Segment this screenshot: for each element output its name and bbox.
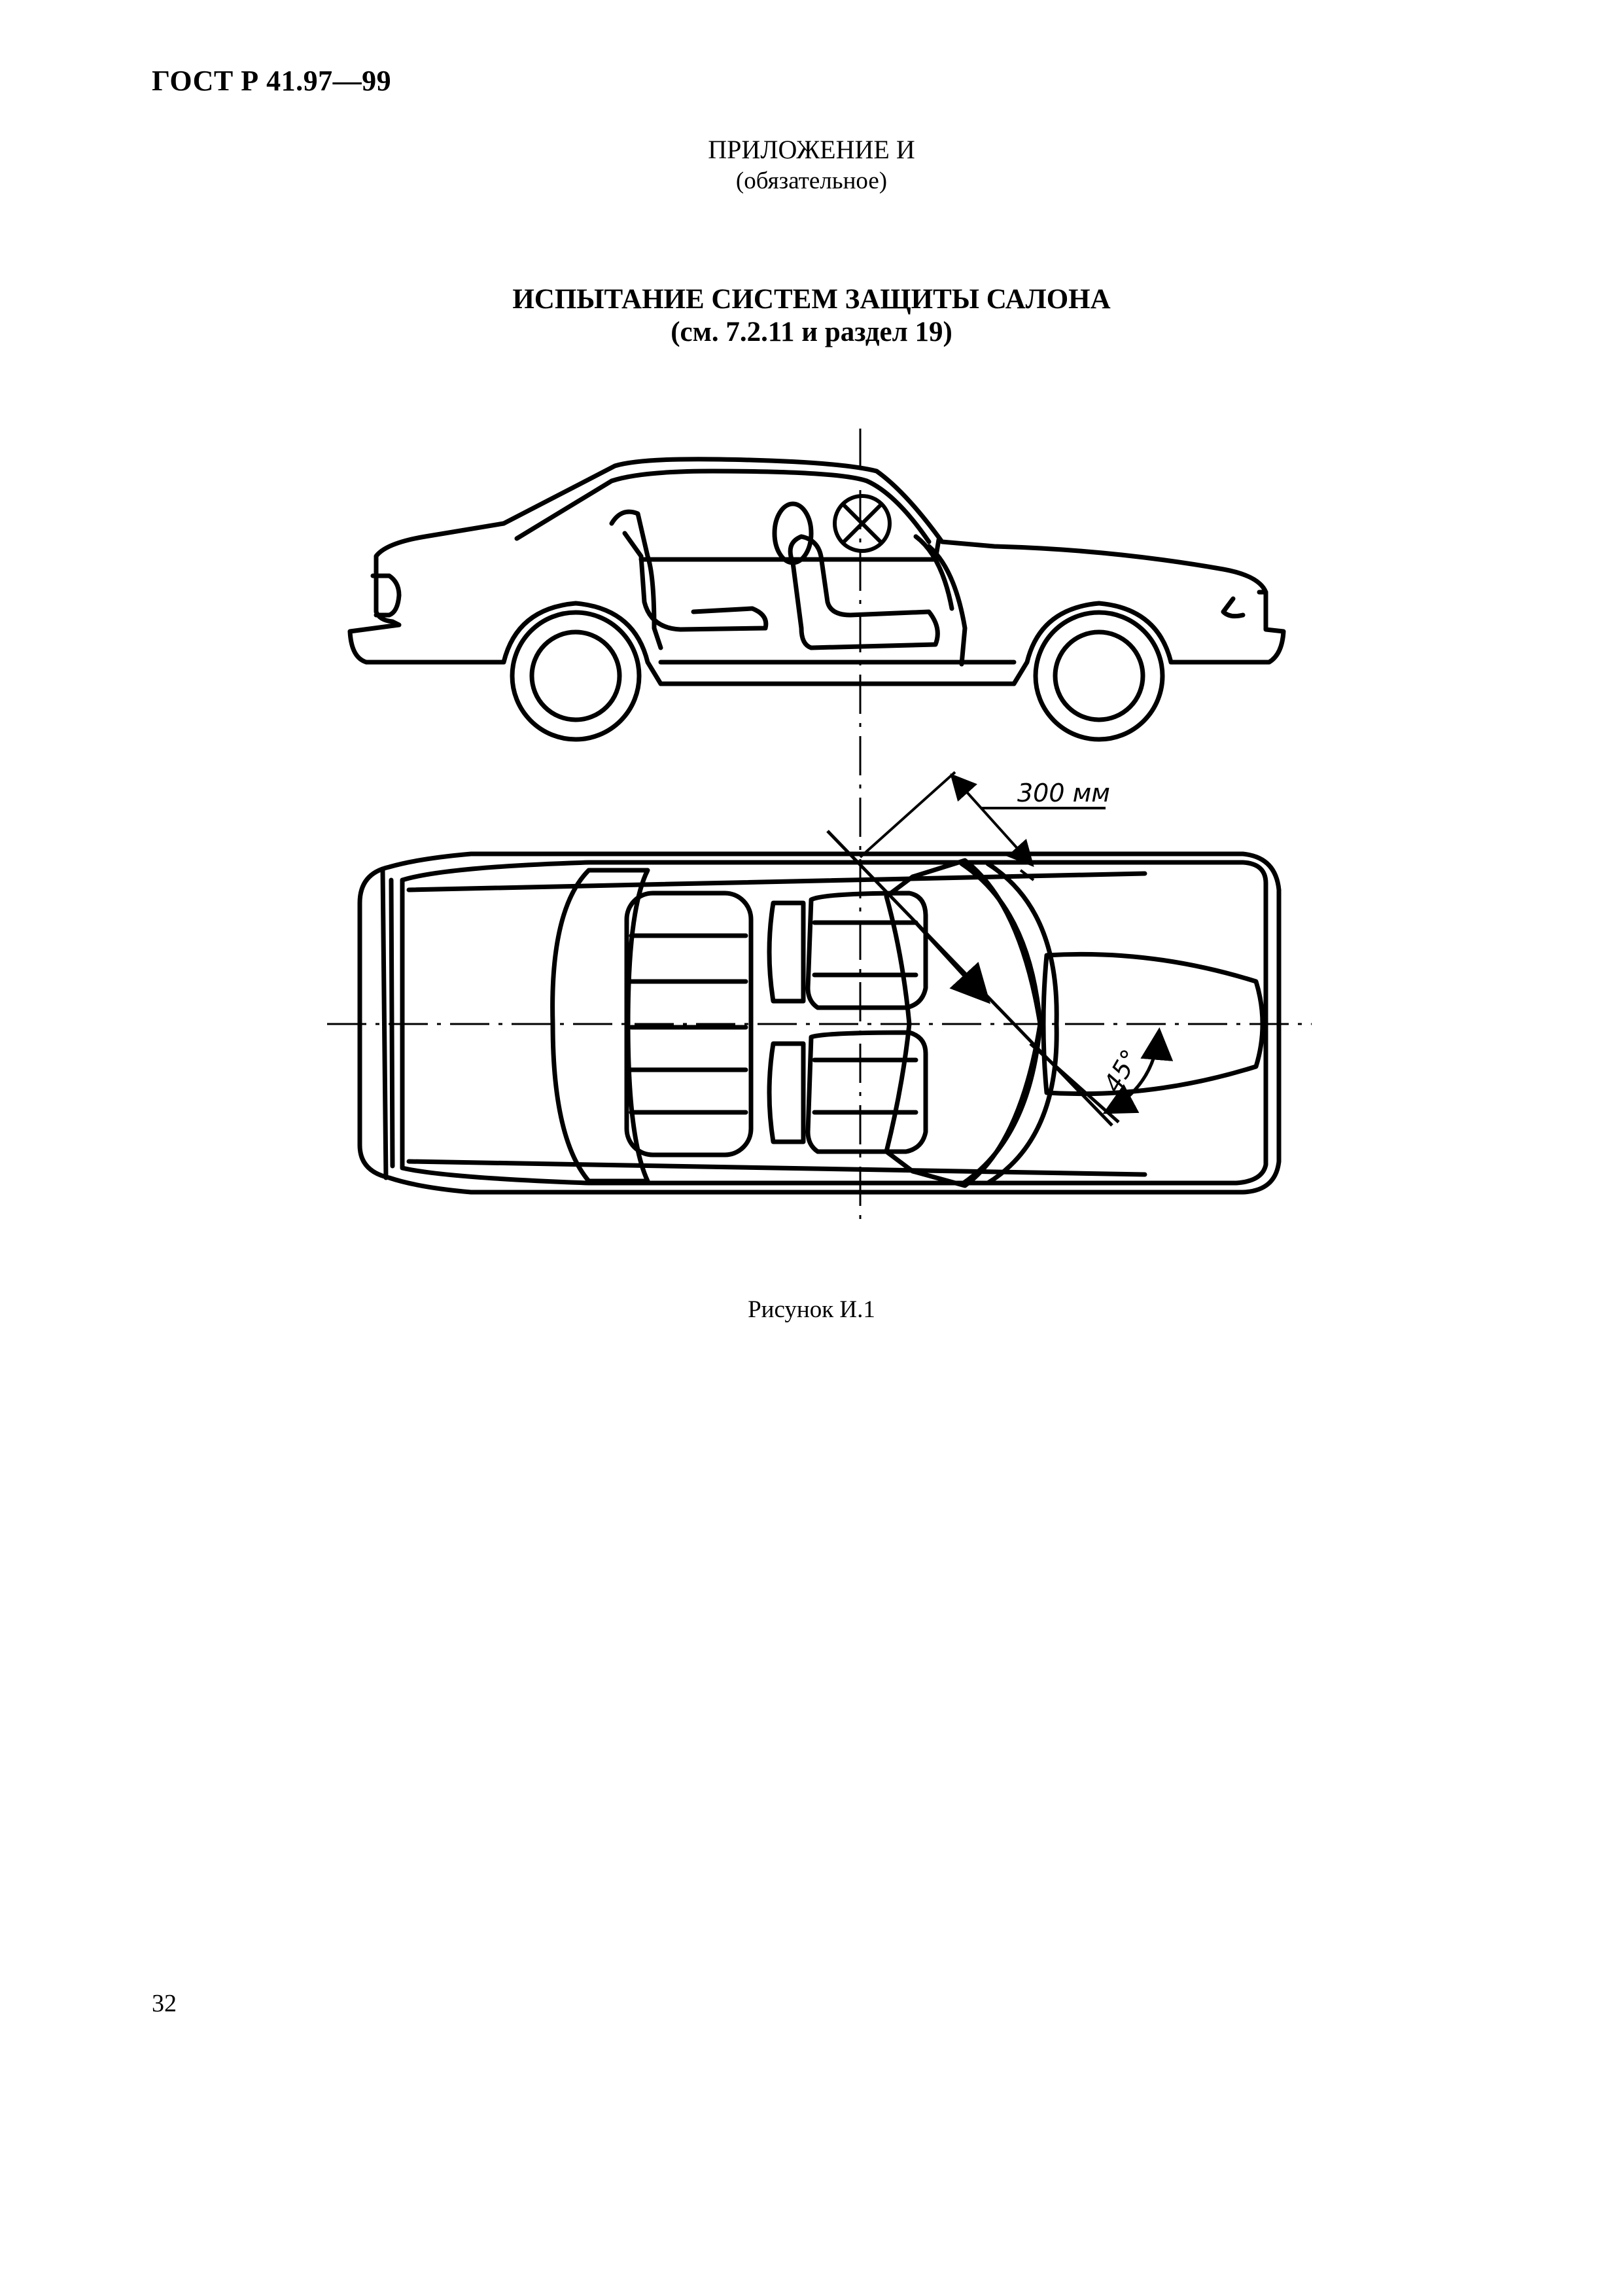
front-seat [790,537,937,648]
appendix-title: ПРИЛОЖЕНИЕ И [708,135,915,164]
impact-target-symbol [835,496,890,551]
angle-label: 45° [1098,1044,1145,1097]
extension-line-left [860,772,955,857]
inner-contour [402,862,1266,1183]
appendix-note: (обязательное) [735,168,888,194]
front-seat-left [808,893,926,1008]
headrest-right [769,1044,803,1142]
car-side-view [350,459,1283,739]
body-outline [350,459,1283,684]
page-number: 32 [152,1990,177,2017]
headrest-left [769,903,803,1001]
occupant-head [775,504,811,563]
front-light [1223,592,1266,616]
front-wheel-rim [1055,632,1143,720]
section-title: ИСПЫТАНИЕ СИСТЕМ ЗАЩИТЫ САЛОНА [512,284,1111,315]
rear-wheel-rim [532,632,620,720]
section-subtitle: (см. 7.2.11 и раздел 19) [671,317,952,347]
window-line [517,471,929,542]
document-header: ГОСТ Р 41.97—99 [152,65,392,97]
figure-caption: Рисунок И.1 [748,1296,875,1323]
dimension-label: 300 мм [1017,779,1110,807]
